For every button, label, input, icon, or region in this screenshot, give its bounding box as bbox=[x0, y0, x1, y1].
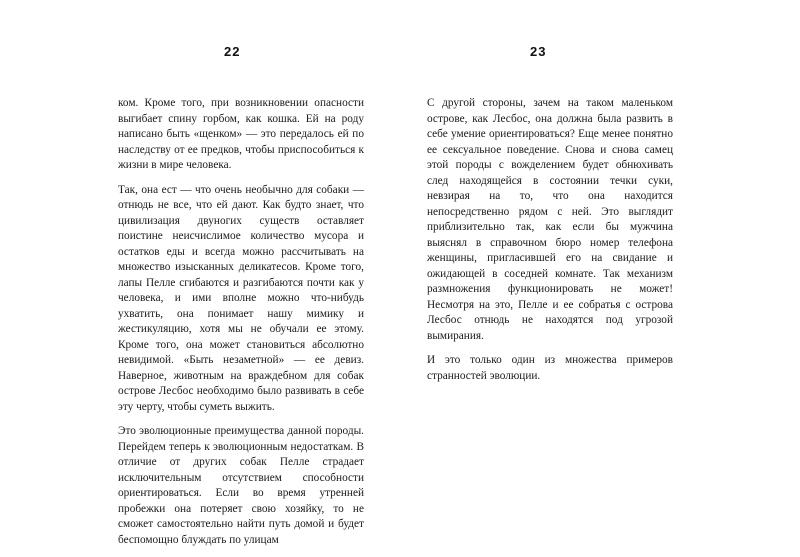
left-page bbox=[0, 0, 400, 549]
paragraph: И это только один из множества примеров странностей эволюции. bbox=[427, 354, 673, 382]
paragraph: Это эволюционные преимущества данной породы. Перейдем теперь к эволюционным недостаткам. В отличие от других собак Пелле страдает исключительным отсутствием способности ориентироваться. Если во время утренней пробежки она потеряет свою хозяйку, то не сможет самостоятельно найти путь домой и будет беспомощно блуждать по улицам bbox=[118, 425, 364, 546]
right-page-text bbox=[427, 96, 673, 393]
paragraph: Так, она ест — что очень необычно для собаки — отнюдь не все, что ей дают. Как будто знает, что цивилизация двуногих существ оставляет поистине неисчислимое количество мусора и остатков еды и всегда можно рассчитывать на множество изысканных деликатесов. Кроме того, лапы Пелле сгибаются и разгибаются почти как у человека, и ими вполне можно что-нибудь ухватить, она понимает нашу мимику и жестикуляцию, хотя мы не обучали ее этому. Кроме того, она может становиться абсолютно невидимой. «Быть незаметной» — ее девиз. Наверное, животным на враждебном для собак острове Лесбос необходимо было развивать в себе эту черту, чтобы суметь выжить. bbox=[118, 183, 364, 413]
paragraph: С другой стороны, зачем на таком маленьком острове, как Лесбос, она должна была развить в себе умение ориентироваться? Еще менее понятно ее сексуальное поведение. Снова и снова самец этой породы с вожделением будет обнюхивать след находящейся в состоянии течки суки, невзирая на то, что она находится непосредственно рядом с ней. Это выглядит приблизительно так, как если бы мужчина выяснял в справочном бюро номер телефона женщины, пригласившей его на свидание и ожидающей в соседней комнате. Так механизм размножения функционировать не может! Несмотря на это, Пелле и ее собратья с острова Лесбос отнюдь не находятся под угрозой вымирания. bbox=[427, 97, 673, 342]
left-page-text bbox=[118, 96, 364, 557]
page-number-left: 22 bbox=[224, 44, 241, 59]
page-number-right: 23 bbox=[530, 44, 547, 59]
paragraph: ком. Кроме того, при возникновении опасности выгибает спину горбом, как кошка. Ей на роду написано быть «щенком» — это передалось ей по наследству от ее предков, чтобы приспособиться к жизни в мире человека. bbox=[118, 97, 364, 171]
